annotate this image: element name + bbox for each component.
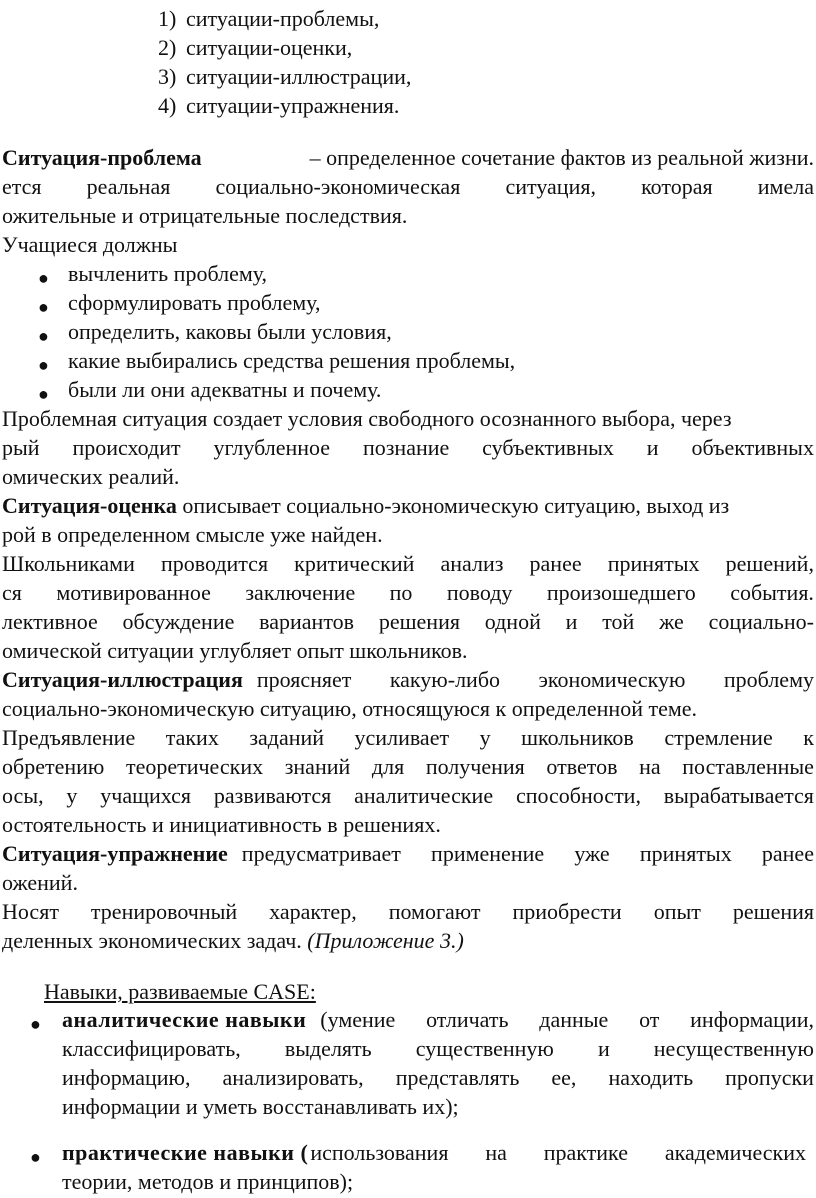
problem-definition-line-1: Ситуация-проблема – определенное сочетание фактов из реальной жизни. (2, 145, 814, 170)
problem-paragraph-line-3: омических реалий. (2, 464, 180, 489)
skill-item-2-line-2: теории, методов и принципов); (62, 1169, 354, 1194)
word: несущественную (653, 1036, 814, 1061)
word: знаний (284, 754, 351, 779)
word: принятых (607, 551, 700, 576)
numbered-item-1: 1) ситуации-проблемы, (158, 6, 380, 31)
word: ется (2, 174, 42, 199)
term-analytical-skills: аналитические навыки (62, 1007, 307, 1032)
evaluation-definition-line-2: рой в определенном смысле уже найден. (2, 522, 383, 547)
word: использования (310, 1140, 449, 1165)
word: ранее (761, 841, 814, 866)
word: пропуски (725, 1065, 814, 1090)
word: лективное (2, 609, 98, 634)
word: события. (730, 580, 814, 605)
word: и (646, 435, 659, 460)
word: обсуждение (122, 609, 235, 634)
bullet-item-2: сформулировать проблему, (68, 290, 321, 315)
word: развиваются (213, 783, 332, 808)
word: практике (543, 1140, 628, 1165)
word: объективных (691, 435, 814, 460)
term-practical-skills: практические навыки ( (62, 1140, 309, 1165)
exercise-definition-line-2: ожений. (2, 870, 78, 895)
word: проводится (160, 551, 269, 576)
word: для (371, 754, 405, 779)
word: экономическую (538, 667, 686, 692)
word: имела (757, 174, 814, 199)
word: на (639, 754, 661, 779)
word: ранее (529, 551, 582, 576)
skill-item-2-line-1 (62, 1138, 806, 1167)
word: от (639, 1007, 660, 1032)
word: решения (732, 899, 814, 924)
word: поводу (446, 580, 513, 605)
word: представлять (395, 1065, 520, 1090)
term-illustration: Ситуация-иллюстрация (2, 667, 243, 692)
word: стремление (664, 725, 773, 750)
skill-item-1-line-3 (62, 1063, 814, 1092)
word: Школьниками (2, 551, 135, 576)
word: проблему (723, 667, 814, 692)
illustration-paragraph-line-1 (2, 723, 814, 752)
bullet-dot-icon: ● (38, 355, 49, 375)
problem-definition-line-3: ожительные и отрицательные последствия. (2, 203, 408, 228)
skills-heading: Навыки, развиваемые CASE: (44, 979, 316, 1004)
numbered-item-4: 4) ситуации-упражнения. (158, 93, 400, 118)
word: рый (2, 435, 40, 460)
bullet-item-3: определить, каковы были условия, (68, 319, 392, 344)
word: находить (608, 1065, 694, 1090)
illustration-definition-line-1 (2, 665, 814, 694)
problem-paragraph-line-1: Проблемная ситуация создает условия свободного осознанного выбора, через (2, 406, 732, 431)
word: (умение (320, 1007, 396, 1032)
term-problem: Ситуация-проблема (2, 145, 202, 170)
word: на (485, 1140, 507, 1165)
skill-item-1-line-2 (62, 1034, 814, 1063)
evaluation-paragraph-line-2 (2, 578, 814, 607)
word: помогают (388, 899, 481, 924)
word: субъективных (482, 435, 614, 460)
word: ся (2, 580, 22, 605)
evaluation-paragraph-line-1 (2, 549, 814, 578)
exercise-definition-line-1 (2, 839, 814, 868)
word: мотивированное (56, 580, 211, 605)
word: тренировочный (90, 899, 238, 924)
word: вариантов (259, 609, 355, 634)
word: произошедшего (546, 580, 696, 605)
bullet-item-5: были ли они адекватны и почему. (68, 377, 382, 402)
word: анализировать, (222, 1065, 364, 1090)
word: уже (574, 841, 610, 866)
word: школьников (521, 725, 634, 750)
word: обретению (2, 754, 105, 779)
bullet-dot-icon: ● (38, 268, 49, 288)
appendix-reference: (Приложение 3.) (307, 928, 464, 953)
word: существенную (415, 1036, 554, 1061)
word: отличать (426, 1007, 509, 1032)
word: ответов (546, 754, 618, 779)
evaluation-paragraph-line-4: омической ситуации углубляет опыт школьников. (2, 638, 468, 663)
word: у (479, 725, 491, 750)
illustration-paragraph-line-3 (2, 781, 814, 810)
word: поставленные (682, 754, 814, 779)
word: ее, (551, 1065, 577, 1090)
word: применение (431, 841, 545, 866)
word: проясняет (256, 667, 352, 692)
word: той (602, 609, 635, 634)
word: анализ (440, 551, 504, 576)
word: которая (641, 174, 713, 199)
word: познание (362, 435, 450, 460)
word: принятых (639, 841, 732, 866)
numbered-item-3: 3) ситуации-иллюстрации, (158, 64, 412, 89)
word: и (565, 609, 578, 634)
word: по (389, 580, 413, 605)
evaluation-definition-line-1: Ситуация-оценка описывает социально-экономическую ситуацию, выход из (2, 493, 730, 518)
word: выделять (284, 1036, 372, 1061)
problem-paragraph-line-2 (2, 433, 814, 462)
word: у (66, 783, 78, 808)
word: данные (539, 1007, 609, 1032)
word: получения (425, 754, 525, 779)
numbered-item-2: 2) ситуации-оценки, (158, 35, 353, 60)
bullet-item-1: вычленить проблему, (68, 261, 268, 286)
word: усиливает (354, 725, 450, 750)
exercise-paragraph-line-2: деленных экономических задач. (Приложение 3.) (2, 928, 464, 953)
word: информацию, (62, 1065, 191, 1090)
word: заключение (245, 580, 356, 605)
bullet-dot-icon: ● (38, 326, 49, 346)
word: какую-либо (389, 667, 501, 692)
word: заданий (249, 725, 325, 750)
illustration-definition-line-2: социально-экономическую ситуацию, относящуюся к определенной теме. (2, 696, 698, 721)
word: информации, (690, 1007, 814, 1032)
students-intro: Учащиеся должны (2, 232, 178, 257)
word: к (803, 725, 814, 750)
illustration-paragraph-line-4: остоятельность и инициативность в решениях. (2, 812, 441, 837)
bullet-dot-icon: ● (30, 1147, 41, 1167)
word: и (597, 1036, 610, 1061)
word: приобрести (512, 899, 622, 924)
word: классифицировать, (62, 1036, 241, 1061)
illustration-paragraph-line-2 (2, 752, 814, 781)
word: теоретических (125, 754, 264, 779)
word: академических (664, 1140, 806, 1165)
word: Предъявление (2, 725, 136, 750)
exercise-paragraph-line-1 (2, 897, 814, 926)
word: предусматривает (241, 841, 401, 866)
bullet-item-4: какие выбирались средства решения проблемы, (68, 348, 516, 373)
word: вырабатывается (663, 783, 814, 808)
word: осы, (2, 783, 44, 808)
word: же (659, 609, 684, 634)
word: учащихся (100, 783, 192, 808)
term-evaluation: Ситуация-оценка (2, 493, 177, 518)
word: ситуация, (505, 174, 596, 199)
word: происходит (72, 435, 181, 460)
bullet-dot-icon: ● (38, 297, 49, 317)
word: решений, (725, 551, 814, 576)
word: аналитические (354, 783, 494, 808)
word: социально- (708, 609, 814, 634)
word: опыт (653, 899, 701, 924)
word: социально-экономическая (215, 174, 461, 199)
word: Носят (2, 899, 59, 924)
skill-item-1-line-1 (62, 1005, 814, 1034)
problem-definition-line-2 (2, 172, 814, 201)
word: способности, (515, 783, 641, 808)
word: углубленное (213, 435, 331, 460)
word: критический (294, 551, 415, 576)
word: одной (484, 609, 541, 634)
word: таких (165, 725, 219, 750)
evaluation-paragraph-line-3 (2, 607, 814, 636)
term-exercise: Ситуация-упражнение (2, 841, 228, 866)
word: характер, (269, 899, 357, 924)
bullet-dot-icon: ● (38, 384, 49, 404)
skill-item-1-line-4: информации и уметь восстанавливать их); (62, 1094, 459, 1119)
word: реальная (86, 174, 171, 199)
word: решения (378, 609, 460, 634)
bullet-dot-icon: ● (30, 1014, 41, 1034)
